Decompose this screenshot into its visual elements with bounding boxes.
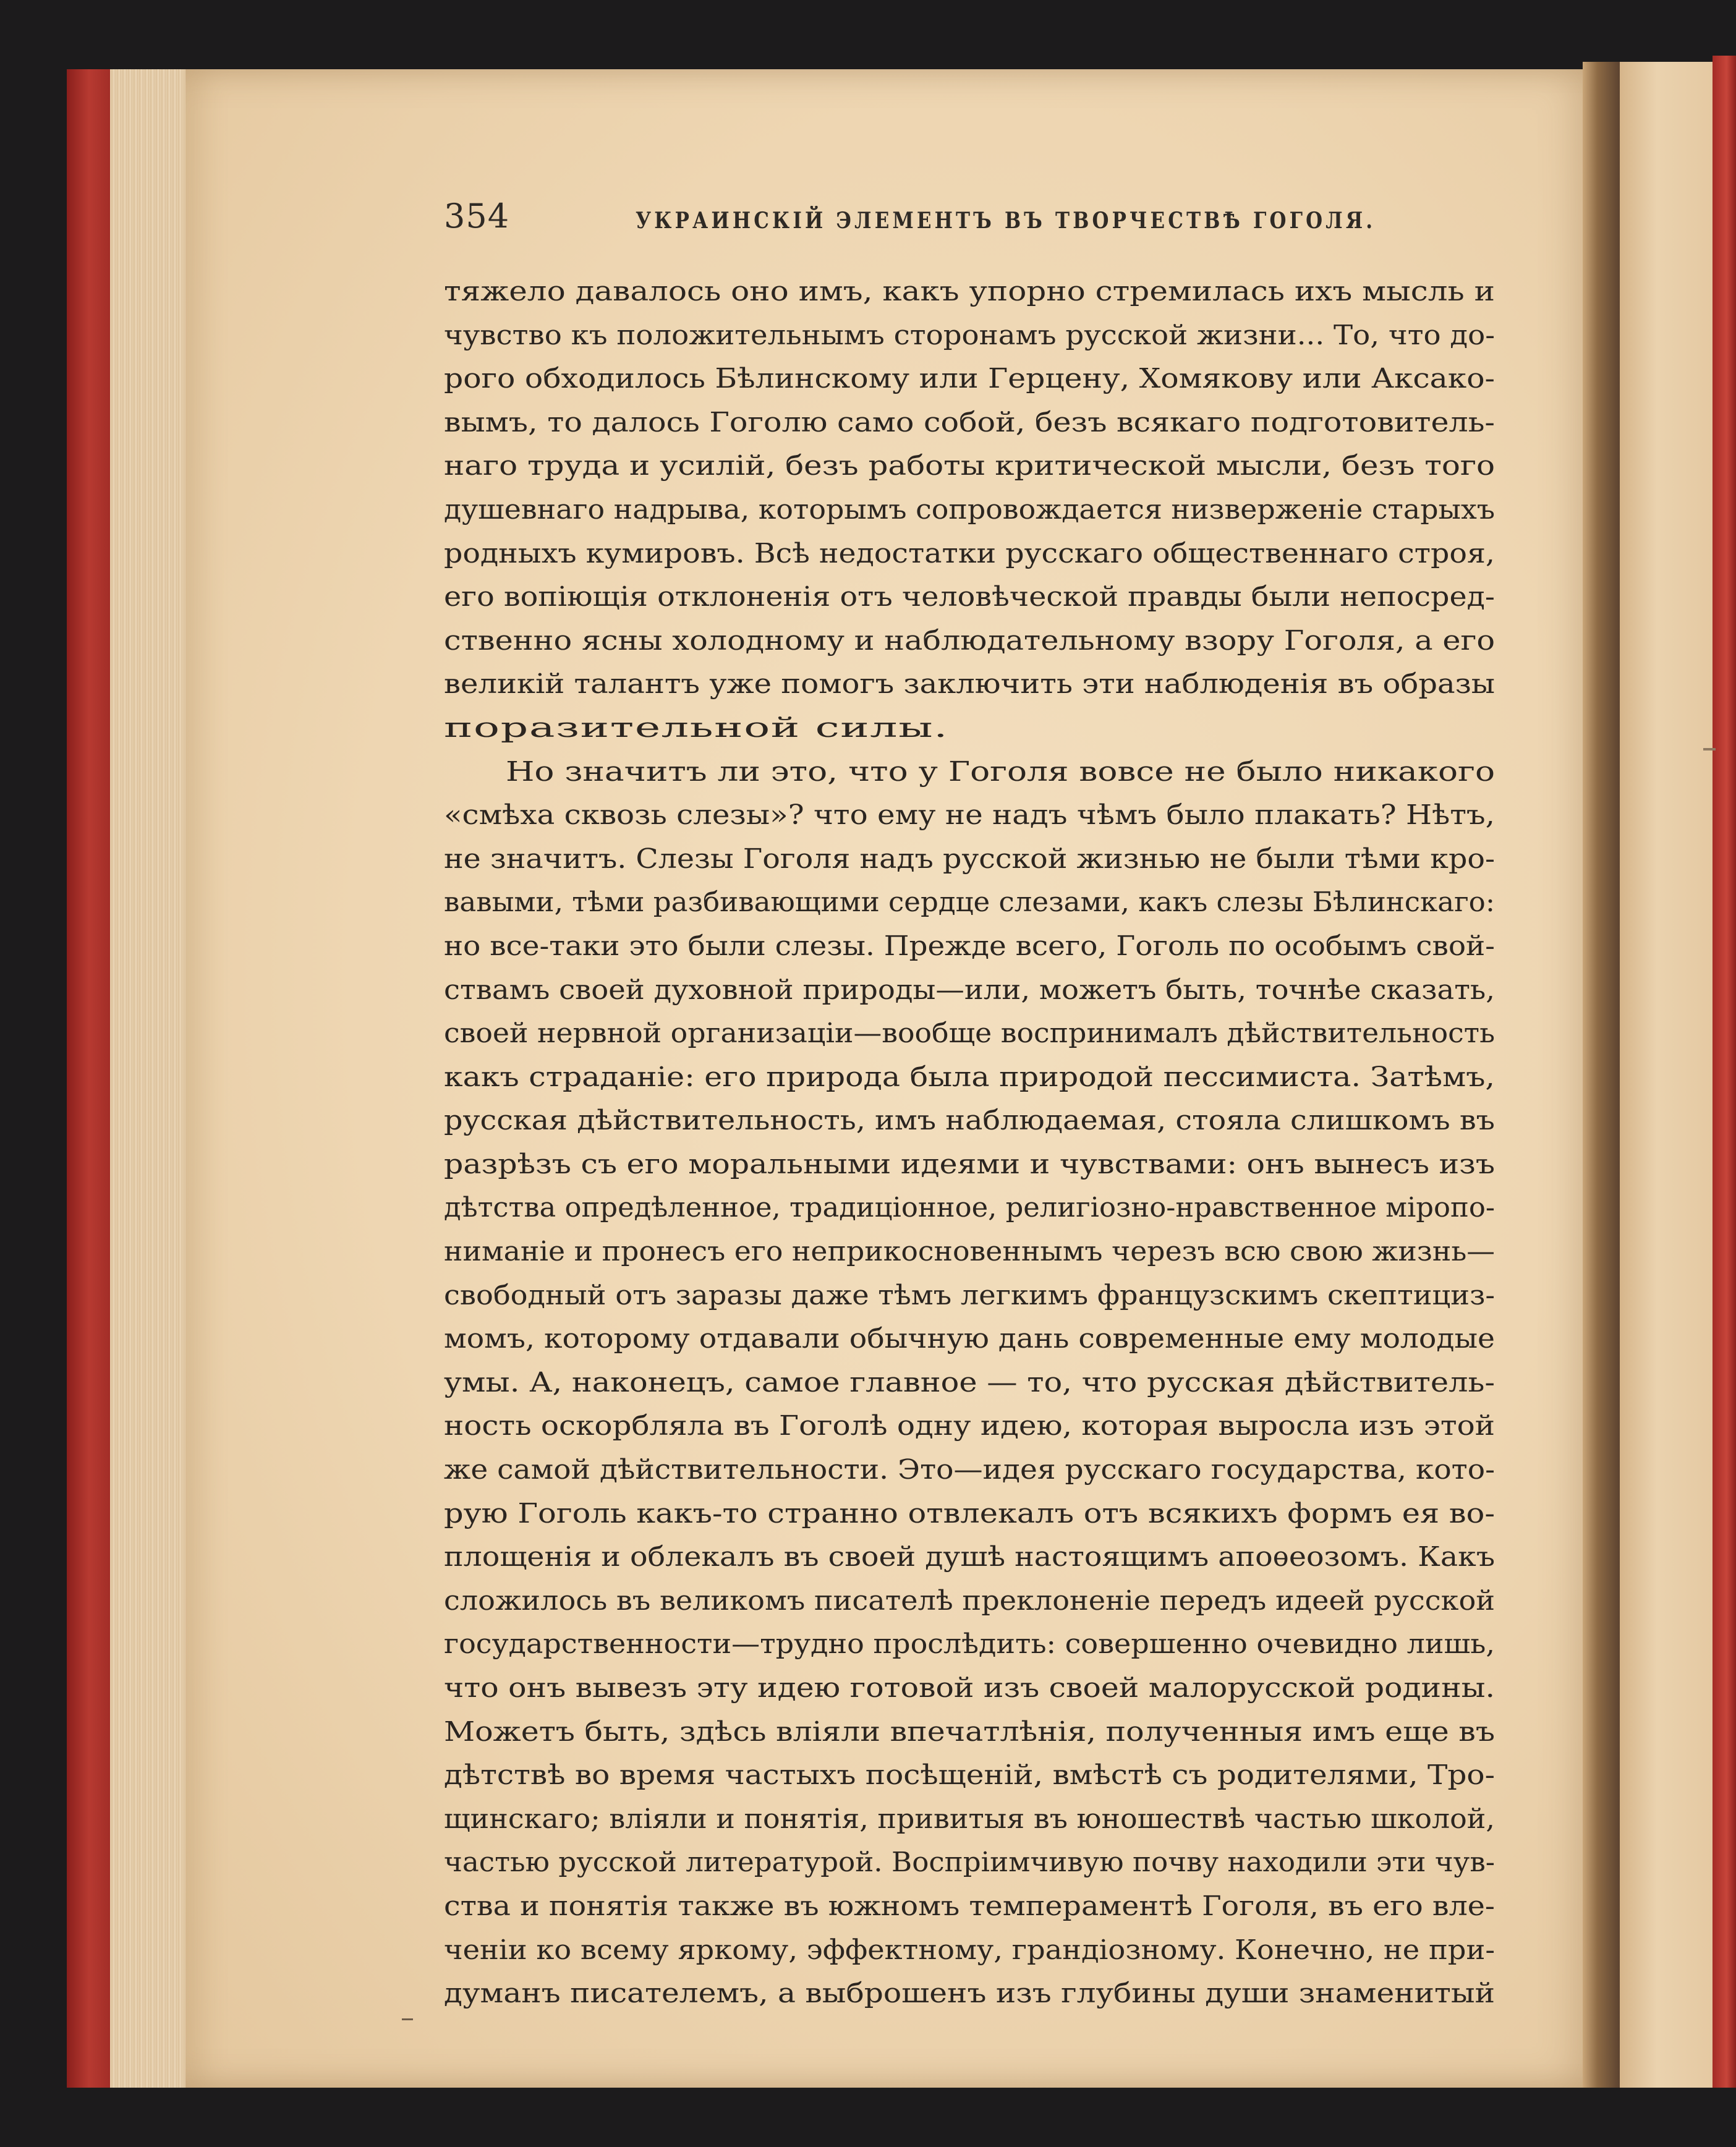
text-line: момъ, которому отдавали обычную дань современные ему молодые — [444, 1323, 1495, 1355]
text-line: площенія и облекалъ въ своей душѣ настоящимъ апоѳеозомъ. Какъ — [444, 1541, 1495, 1573]
text-line: дѣтствѣ во время частыхъ посѣщеній, вмѣстѣ съ родителями, Тро- — [444, 1759, 1495, 1792]
book-gutter — [1583, 62, 1620, 2088]
text-line: не значитъ. Слезы Гоголя надъ русской жизнью не были тѣми кро- — [444, 843, 1495, 875]
text-line: ниманіе и пронесъ его неприкосновеннымъ черезъ всю свою жизнь— — [444, 1236, 1495, 1268]
text-line: родныхъ кумировъ. Всѣ недостатки русскаго общественнаго строя, — [444, 537, 1495, 569]
page-number: 354 — [444, 197, 510, 236]
text-line: чувство къ положительнымъ сторонамъ русской жизни... То, что до- — [444, 319, 1495, 351]
text-line: ность оскорбляла въ Гоголѣ одну идею, которая выросла изъ этой — [444, 1410, 1495, 1442]
facing-page-mark — [1703, 748, 1716, 750]
text-line-paragraph-end: поразительной силы. — [444, 712, 948, 744]
text-line: свободный отъ заразы даже тѣмъ легкимъ французскимъ скептициз- — [444, 1279, 1495, 1311]
text-line: тяжело давалось оно имъ, какъ упорно стремилась ихъ мысль и — [444, 276, 1495, 307]
text-line: умы. А, наконецъ, самое главное — то, что русская дѣйствитель- — [444, 1366, 1495, 1398]
text-line: щинскаго; вліяли и понятія, привитыя въ юношествѣ частью школой, — [444, 1803, 1495, 1835]
text-line: рого обходилось Бѣлинскому или Герцену, Хомякову или Аксако- — [444, 363, 1495, 395]
text-line: душевнаго надрыва, которымъ сопровождается низверженіе старыхъ — [444, 493, 1495, 525]
text-line: ственно ясны холодному и наблюдательному взору Гоголя, а его — [444, 624, 1495, 657]
text-line: русская дѣйствительность, имъ наблюдаемая, стояла слишкомъ въ — [444, 1105, 1495, 1137]
text-line: «смѣха сквозь слезы»? что ему не надъ чѣмъ было плакать? Нѣтъ, — [444, 799, 1495, 831]
text-line: великій талантъ уже помогъ заключить эти наблюденія въ образы — [444, 668, 1495, 700]
book-cover-left-edge — [67, 69, 116, 2088]
text-line: рую Гоголь какъ-то странно отвлекалъ отъ всякихъ формъ ея во- — [444, 1497, 1495, 1529]
text-line: ствамъ своей духовной природы—или, можетъ быть, точнѣе сказать, — [444, 974, 1495, 1006]
facing-page-edge — [1620, 62, 1713, 2088]
text-line: вавыми, тѣми разбивающими сердце слезами, какъ слезы Бѣлинскаго: — [444, 886, 1495, 919]
text-line: какъ страданіе: его природа была природой пессимиста. Затѣмъ, — [444, 1061, 1495, 1093]
text-line: наго труда и усилій, безъ работы критической мысли, безъ того — [444, 450, 1495, 482]
margin-mark — [402, 2018, 413, 2020]
text-line: своей нервной организаціи—вообще воспринималъ дѣйствительность — [444, 1018, 1495, 1050]
text-line: частью русской литературой. Воспріимчивую почву находили эти чув- — [444, 1847, 1495, 1879]
text-line: Можетъ быть, здѣсь вліяли впечатлѣнія, полученныя имъ еще въ — [444, 1715, 1495, 1748]
text-line: ства и понятія также въ южномъ темпераментѣ Гоголя, въ его вле- — [444, 1890, 1495, 1922]
running-title: УКРАИНСКІЙ ЭЛЕМЕНТЪ ВЪ ТВОРЧЕСТВѢ ГОГОЛЯ. — [636, 208, 1376, 234]
text-line: сложилось въ великомъ писателѣ преклоненіе передъ идеей русской — [444, 1584, 1495, 1617]
text-line: но все-таки это были слезы. Прежде всего, Гоголь по особымъ свой- — [444, 930, 1495, 962]
body-text — [444, 270, 1495, 2016]
text-line: вымъ, то далось Гоголю само собой, безъ всякаго подготовитель- — [444, 406, 1495, 438]
text-line: же самой дѣйствительности. Это—идея русскаго государства, кото- — [444, 1454, 1495, 1486]
text-line: ченіи ко всему яркому, эффектному, грандіозному. Конечно, не при- — [444, 1934, 1495, 1966]
text-line-paragraph-start: Но значитъ ли это, что у Гоголя вовсе не было никакого — [506, 755, 1495, 788]
text-line: что онъ вывезъ эту идею готовой изъ своей малорусской родины. — [444, 1672, 1495, 1704]
text-line: его вопіющія отклоненія отъ человѣческой правды были непосред- — [444, 581, 1495, 613]
text-line: разрѣзъ съ его моральными идеями и чувствами: онъ вынесъ изъ — [444, 1148, 1495, 1180]
running-head — [444, 197, 1495, 246]
text-line: государственности—трудно прослѣдить: совершенно очевидно лишь, — [444, 1628, 1495, 1660]
book-cover-right-edge — [1713, 56, 1736, 2088]
text-line: дѣтства опредѣленное, традиціонное, религіозно-нравственное міропо- — [444, 1192, 1495, 1224]
text-line: думанъ писателемъ, а выброшенъ изъ глубины души знаменитый — [444, 1978, 1495, 2010]
